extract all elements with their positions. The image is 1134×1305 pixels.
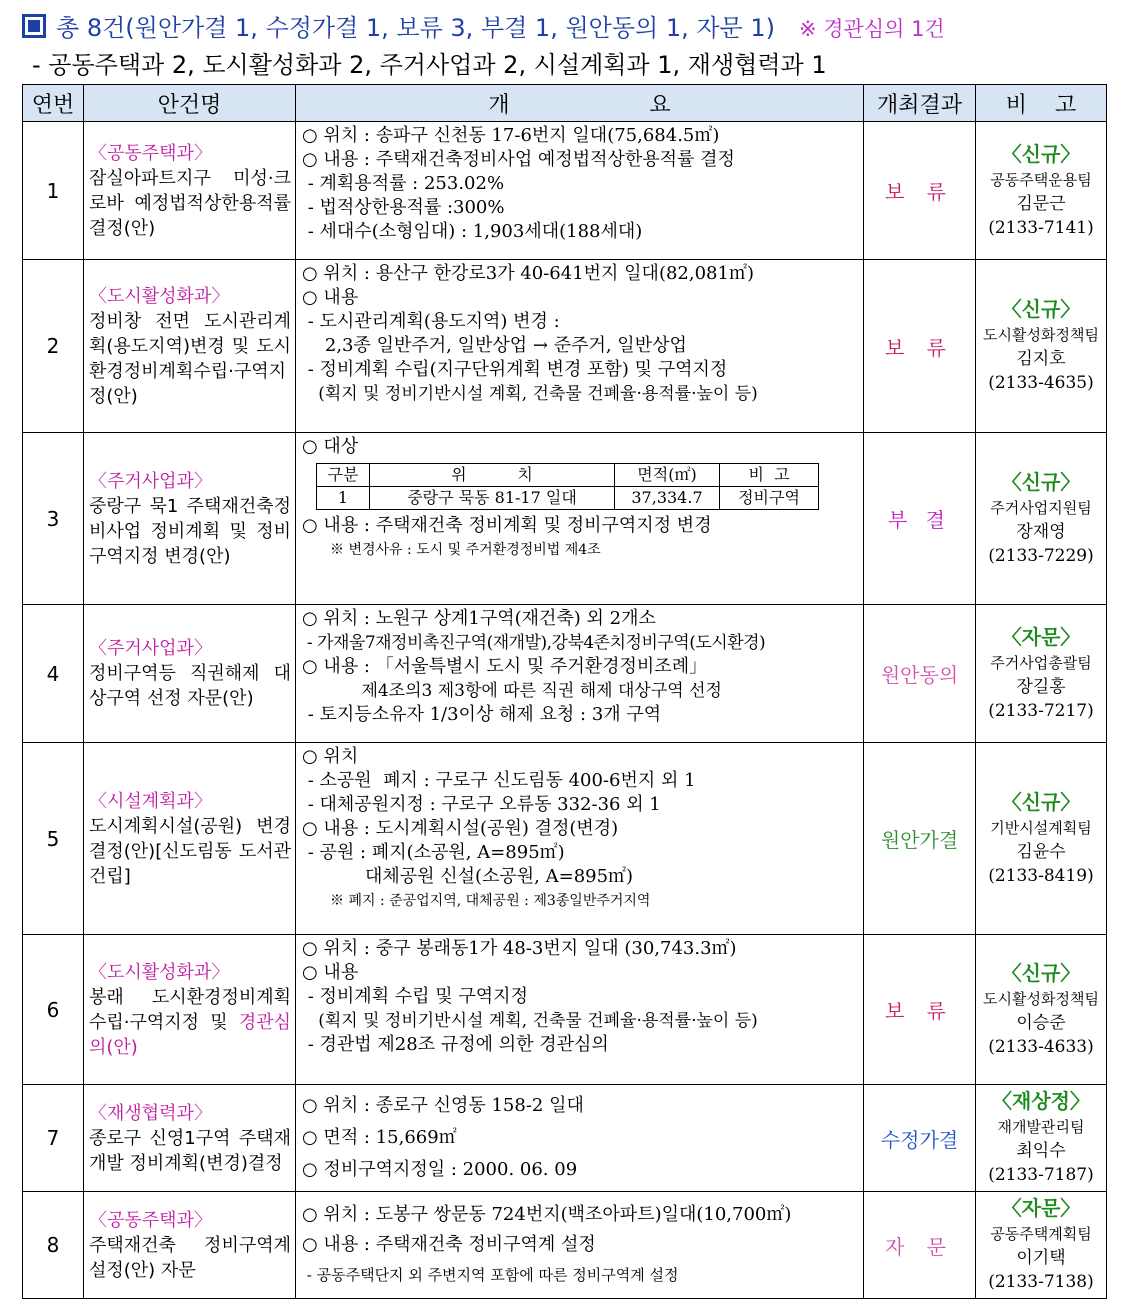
inner-header-row [317, 464, 819, 487]
agenda-text-main: 봉래 도시환경정비계획 수립·구역지정 및 [89, 986, 291, 1033]
inner-header-cell: 면적(㎡) [615, 464, 720, 487]
agenda-text: 중랑구 묵1 주택재건축정비사업 정비계획 및 정비구역지정 변경(안) [89, 495, 291, 567]
agenda-title [84, 1085, 296, 1192]
row-number: 4 [23, 605, 84, 743]
team-name: 주거사업총괄팀 [990, 653, 1092, 672]
agenda-title [84, 605, 296, 743]
department-label: 〈재생협력과〉 [89, 1102, 212, 1124]
agenda-text-landscape: 경관심의(안) [89, 1011, 291, 1058]
col-header-remarks: 비 고 [976, 85, 1107, 122]
inner-header-cell: 구분 [317, 464, 370, 487]
remarks-cell [976, 433, 1107, 605]
overview-line: ○ 대상 [302, 436, 359, 457]
overview-cell [296, 433, 864, 605]
table-row [23, 935, 1107, 1085]
agenda-text: 도시계획시설(공원) 변경 결정(안)[신도림동 도서관건립] [89, 815, 291, 887]
result-text: 자 문 [885, 1234, 954, 1259]
contact-phone: (2133-7229) [988, 545, 1094, 566]
table-row [23, 260, 1107, 433]
row-number: 6 [23, 935, 84, 1085]
inner-cell: 37,334.7 [615, 487, 720, 510]
department-label: 〈도시활성화과〉 [89, 961, 230, 983]
agenda-text: 잠실아파트지구 미성·크로바 예정법적상한용적률 결정(안) [89, 167, 291, 239]
agenda-title [84, 743, 296, 935]
contact-phone: (2133-4635) [988, 373, 1094, 393]
result-text: 수정가결 [880, 1127, 959, 1152]
contact-name: 최익수 [1016, 1141, 1066, 1161]
overview-line: - 법적상한용적률 :300% [302, 197, 505, 218]
contact-name: 이승준 [1016, 1012, 1066, 1033]
agenda-title [84, 122, 296, 260]
result-cell [864, 1192, 976, 1299]
row-number: 7 [23, 1085, 84, 1192]
table-row [23, 1192, 1107, 1299]
result-text: 원안동의 [880, 663, 959, 687]
team-name: 주거사업지원팀 [990, 498, 1092, 517]
contact-phone: (2133-7138) [988, 1272, 1094, 1292]
team-name: 공동주택계획팀 [990, 1225, 1092, 1243]
overview-line: ○ 내용 : 주택재건축정비사업 예정법적상한용적률 결정 [302, 149, 735, 170]
summary-text: 총 8건(원안가결 1, 수정가결 1, 보류 3, 부결 1, 원안동의 1, 자문 1) [56, 14, 775, 42]
overview-line: - 대체공원지정 : 구로구 오류동 332-36 외 1 [302, 794, 661, 815]
remarks-cell [976, 935, 1107, 1085]
contact-phone: (2133-7187) [988, 1165, 1094, 1185]
result-text: 보 류 [885, 999, 954, 1023]
table-header-row [23, 85, 1107, 122]
remarks-cell [976, 743, 1107, 935]
table-row [23, 743, 1107, 935]
overview-cell [296, 1085, 864, 1192]
overview-line: - 토지등소유자 1/3이상 해제 요청 : 3개 구역 [302, 704, 662, 725]
overview-line: ○ 정비구역지정일 : 2000. 06. 09 [302, 1159, 578, 1180]
overview-line: 대체공원 신설(소공원, A=895㎡) [302, 866, 634, 887]
row-number: 5 [23, 743, 84, 935]
summary-header [22, 8, 945, 43]
department-label: 〈주거사업과〉 [89, 638, 212, 659]
overview-line: (획지 및 정비기반시설 계획, 건축물 건폐율·용적률·높이 등) [302, 1011, 758, 1031]
result-text: 보 류 [885, 180, 954, 204]
inner-header-cell: 위 치 [370, 464, 615, 487]
table-row [23, 122, 1107, 260]
remarks-cell [976, 260, 1107, 433]
overview-line: - 세대수(소형임대) : 1,903세대(188세대) [302, 221, 643, 242]
overview-line: ○ 내용 : 주택재건축 정비구역계 설정 [302, 1234, 596, 1255]
overview-cell [296, 1192, 864, 1299]
col-header-result: 개최결과 [864, 85, 976, 122]
inner-data-row [317, 487, 819, 510]
result-text: 보 류 [885, 335, 954, 360]
overview-cell [296, 743, 864, 935]
agenda-text [89, 985, 291, 1060]
agenda-title [84, 935, 296, 1085]
row-number: 2 [23, 260, 84, 433]
department-label: 〈시설계획과〉 [89, 790, 212, 812]
overview-line: ○ 위치 : 종로구 신영동 158-2 일대 [302, 1095, 584, 1116]
agenda-title [84, 260, 296, 433]
table-row [23, 605, 1107, 743]
overview-cell [296, 260, 864, 433]
overview-line: - 경관법 제28조 규정에 의한 경관심의 [302, 1034, 609, 1055]
overview-line: ○ 내용 : 주택재건축 정비계획 및 정비구역지정 변경 [302, 515, 712, 536]
overview-line: ○ 위치 : 도봉구 쌍문동 724번지(백조아파트)일대(10,700㎡) [302, 1204, 792, 1225]
target-area-table [316, 463, 819, 510]
row-number: 3 [23, 433, 84, 605]
table-row [23, 433, 1107, 605]
result-cell [864, 433, 976, 605]
result-cell [864, 743, 976, 935]
status-badge: 〈신규〉 [1001, 469, 1081, 494]
result-cell [864, 1085, 976, 1192]
result-cell [864, 122, 976, 260]
overview-line: - 정비계획 수립 및 구역지정 [302, 986, 528, 1007]
agenda-title [84, 1192, 296, 1299]
contact-phone: (2133-4633) [988, 1036, 1094, 1057]
remarks-cell [976, 122, 1107, 260]
overview-line: 2,3종 일반주거, 일반상업 → 준주거, 일반상업 [302, 335, 687, 356]
contact-name: 김문근 [1016, 193, 1066, 214]
overview-line: - 공원 : 폐지(소공원, A=895㎡) [302, 842, 565, 863]
status-badge: 〈자문〉 [1001, 1196, 1081, 1220]
contact-name: 장길홍 [1016, 676, 1066, 697]
contact-name: 장재영 [1016, 521, 1066, 542]
overview-cell [296, 935, 864, 1085]
overview-line: ○ 면적 : 15,669㎡ [302, 1127, 457, 1148]
team-name: 기반시설계획팀 [990, 818, 1092, 837]
table-row [23, 1085, 1107, 1192]
department-summary: - 공동주택과 2, 도시활성화과 2, 주거사업과 2, 시설계획과 1, 재생협력과 1 [32, 51, 827, 79]
row-number: 8 [23, 1192, 84, 1299]
contact-name: 김윤수 [1016, 841, 1066, 862]
contact-name: 김지호 [1016, 349, 1066, 369]
overview-line: ○ 위치 [302, 746, 359, 767]
department-label: 〈주거사업과〉 [89, 470, 212, 492]
status-badge: 〈신규〉 [1001, 297, 1081, 321]
inner-header-cell: 비 고 [720, 464, 819, 487]
overview-line: - 소공원 폐지 : 구로구 신도림동 400-6번지 외 1 [302, 770, 696, 791]
square-bullet-icon [22, 14, 46, 38]
row-number: 1 [23, 122, 84, 260]
col-header-title: 안건명 [84, 85, 296, 122]
overview-line: - 정비계획 수립(지구단위계획 변경 포함) 및 구역지정 [302, 359, 728, 380]
remarks-cell [976, 1085, 1107, 1192]
overview-line: - 공동주택단지 외 주변지역 포함에 따른 정비구역계 설정 [302, 1266, 679, 1284]
overview-line: ○ 위치 : 중구 봉래동1가 48-3번지 일대 (30,743.3㎡) [302, 938, 737, 959]
overview-line: ○ 내용 [302, 287, 359, 308]
department-label: 〈공동주택과〉 [89, 142, 212, 164]
status-badge: 〈신규〉 [1001, 789, 1081, 814]
contact-name: 이기택 [1016, 1248, 1066, 1268]
overview-line: ○ 위치 : 송파구 신천동 17-6번지 일대(75,684.5㎡) [302, 125, 720, 146]
status-badge: 〈신규〉 [1001, 141, 1081, 166]
contact-phone: (2133-7217) [988, 700, 1094, 721]
result-text: 부 결 [888, 508, 951, 532]
overview-cell [296, 605, 864, 743]
result-cell [864, 260, 976, 433]
team-name: 공동주택운용팀 [990, 170, 1092, 189]
agenda-text: 정비창 전면 도시관리계획(용도지역)변경 및 도시환경정비계획수립·구역지정(안) [89, 310, 291, 407]
overview-cell [296, 122, 864, 260]
agenda-text: 주택재건축 정비구역계 설정(안) 자문 [89, 1234, 291, 1281]
inner-cell: 중랑구 묵동 81-17 일대 [370, 487, 615, 510]
status-badge: 〈재상정〉 [992, 1089, 1090, 1113]
department-label: 〈공동주택과〉 [89, 1209, 212, 1231]
overview-line: - 가재울7재정비촉진구역(재개발),강북4존치정비구역(도시환경) [302, 633, 766, 653]
status-badge: 〈신규〉 [1001, 960, 1081, 985]
team-name: 도시활성화정책팀 [983, 326, 1099, 344]
overview-note: ※ 폐지 : 준공업지역, 대체공원 : 제3종일반주거지역 [330, 893, 651, 909]
landscape-note: ※ 경관심의 1건 [798, 17, 945, 41]
team-name: 도시활성화정책팀 [983, 989, 1099, 1008]
contact-phone: (2133-8419) [988, 865, 1094, 886]
result-cell [864, 605, 976, 743]
col-header-overview: 개 요 [296, 85, 864, 122]
agenda-text: 종로구 신영1구역 주택재개발 정비계획(변경)결정 [89, 1127, 291, 1174]
agenda-table [22, 84, 1107, 1299]
overview-line: ○ 위치 : 노원구 상계1구역(재건축) 외 2개소 [302, 608, 656, 629]
overview-line: (획지 및 정비기반시설 계획, 건축물 건폐율·용적률·높이 등) [302, 384, 758, 404]
remarks-cell [976, 605, 1107, 743]
department-label: 〈도시활성화과〉 [89, 285, 230, 307]
overview-line: ○ 내용 [302, 962, 359, 983]
overview-line: ○ 내용 : 「서울특별시 도시 및 주거환경정비조례」 [302, 656, 708, 677]
agenda-title [84, 433, 296, 605]
overview-line: ○ 내용 : 도시계획시설(공원) 결정(변경) [302, 818, 619, 839]
contact-phone: (2133-7141) [988, 217, 1094, 238]
team-name: 재개발관리팀 [997, 1118, 1085, 1136]
overview-note: ※ 변경사유 : 도시 및 주거환경정비법 제4조 [330, 542, 601, 558]
overview-line: - 도시관리계획(용도지역) 변경 : [302, 311, 560, 332]
result-cell [864, 935, 976, 1085]
inner-cell: 정비구역 [720, 487, 819, 510]
inner-cell: 1 [317, 487, 370, 510]
result-text: 원안가결 [880, 828, 959, 852]
remarks-cell [976, 1192, 1107, 1299]
overview-line: 제4조의3 제3항에 따른 직권 해제 대상구역 선정 [302, 681, 722, 701]
overview-line: ○ 위치 : 용산구 한강로3가 40-641번지 일대(82,081㎡) [302, 263, 754, 284]
status-badge: 〈자문〉 [1001, 624, 1081, 649]
col-header-no: 연번 [23, 85, 84, 122]
overview-line: - 계획용적률 : 253.02% [302, 173, 505, 194]
agenda-text: 정비구역등 직권해제 대상구역 선정 자문(안) [89, 663, 291, 709]
